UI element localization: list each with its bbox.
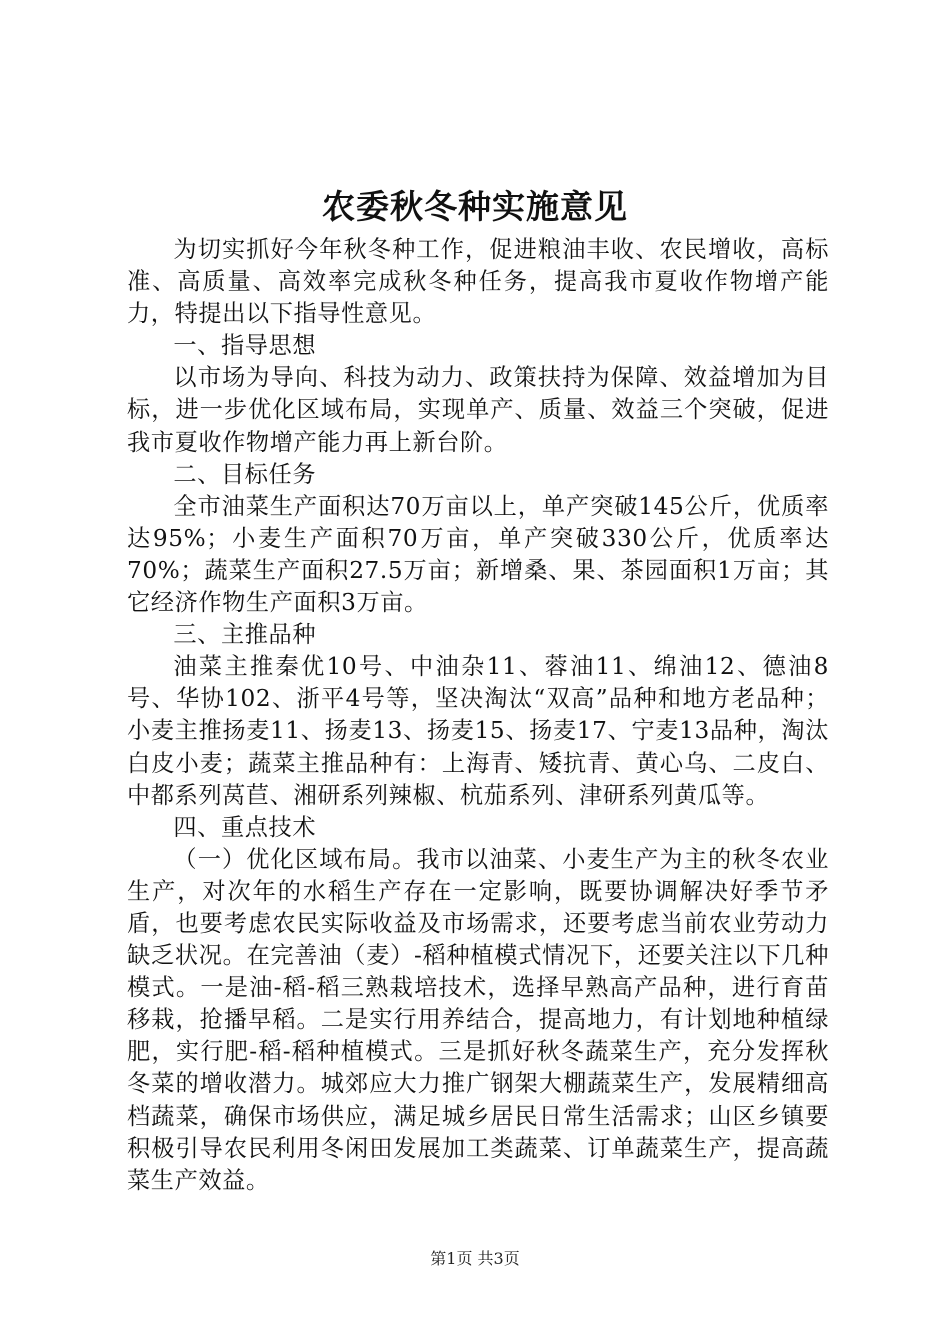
page-footer: 第1页 共3页 [430,1249,520,1268]
targets-paragraph: 全市油菜生产面积达70万亩以上，单产突破145公斤，优质率达95%；小麦生产面积70万亩，单产突破330公斤，优质率达70%；蔬菜生产面积27.5万亩；新增桑、果、茶园面积1万亩；其它经济作物生产面积3万亩。 [127,492,829,617]
varieties-paragraph: 油菜主推秦优10号、中油杂11、蓉油11、绵油12、德油8号、华协102、浙平4号等，坚决淘汰“双高”品种和地方老品种；小麦主推扬麦11、扬麦13、扬麦15、扬麦17、宁麦13品种，淘汰白皮小麦；蔬菜主推品种有：上海青、矮抗青、黄心乌、二皮白、中都系列莴苣、湘研系列辣椒、杭茄系列、津研系列黄瓜等。 [127,653,829,809]
section-heading-varieties: 三、主推品种 [173,621,317,649]
document-title: 农委秋冬种实施意见 [322,187,628,226]
document-body [127,234,829,1197]
guiding-ideology-paragraph: 以市场为导向、科技为动力、政策扶持为保障、效益增加为目标，进一步优化区域布局，实现单产、质量、效益三个突破，促进我市夏收作物增产能力再上新台阶。 [127,364,829,456]
section-heading-key-techniques: 四、重点技术 [173,813,317,841]
section-heading-guiding-ideology: 一、指导思想 [173,332,317,360]
section-heading-targets: 二、目标任务 [173,460,317,488]
key-techniques-paragraph: （一）优化区域布局。我市以油菜、小麦生产为主的秋冬农业生产，对次年的水稻生产存在一定影响，既要协调解决好季节矛盾，也要考虑农民实际收益及市场需求，还要考虑当前农业劳动力缺乏状况。在完善油（麦）-稻种植模式情况下，还要关注以下几种模式。一是油-稻-稻三熟栽培技术，选择早熟高产品种，进行育苗移栽，抢播早稻。二是实行用养结合，提高地力，有计划地种植绿肥，实行肥-稻-稻种植模式。三是抓好秋冬蔬菜生产，充分发挥秋冬菜的增收潜力。城郊应大力推广钢架大棚蔬菜生产，发展精细高档蔬菜，确保市场供应，满足城乡居民日常生活需求；山区乡镇要积极引导农民利用冬闲田发展加工类蔬菜、订单蔬菜生产，提高蔬菜生产效益。 [127,845,829,1194]
intro-paragraph: 为切实抓好今年秋冬种工作，促进粮油丰收、农民增收，高标准、高质量、高效率完成秋冬种任务，提高我市夏收作物增产能力，特提出以下指导性意见。 [127,236,829,328]
